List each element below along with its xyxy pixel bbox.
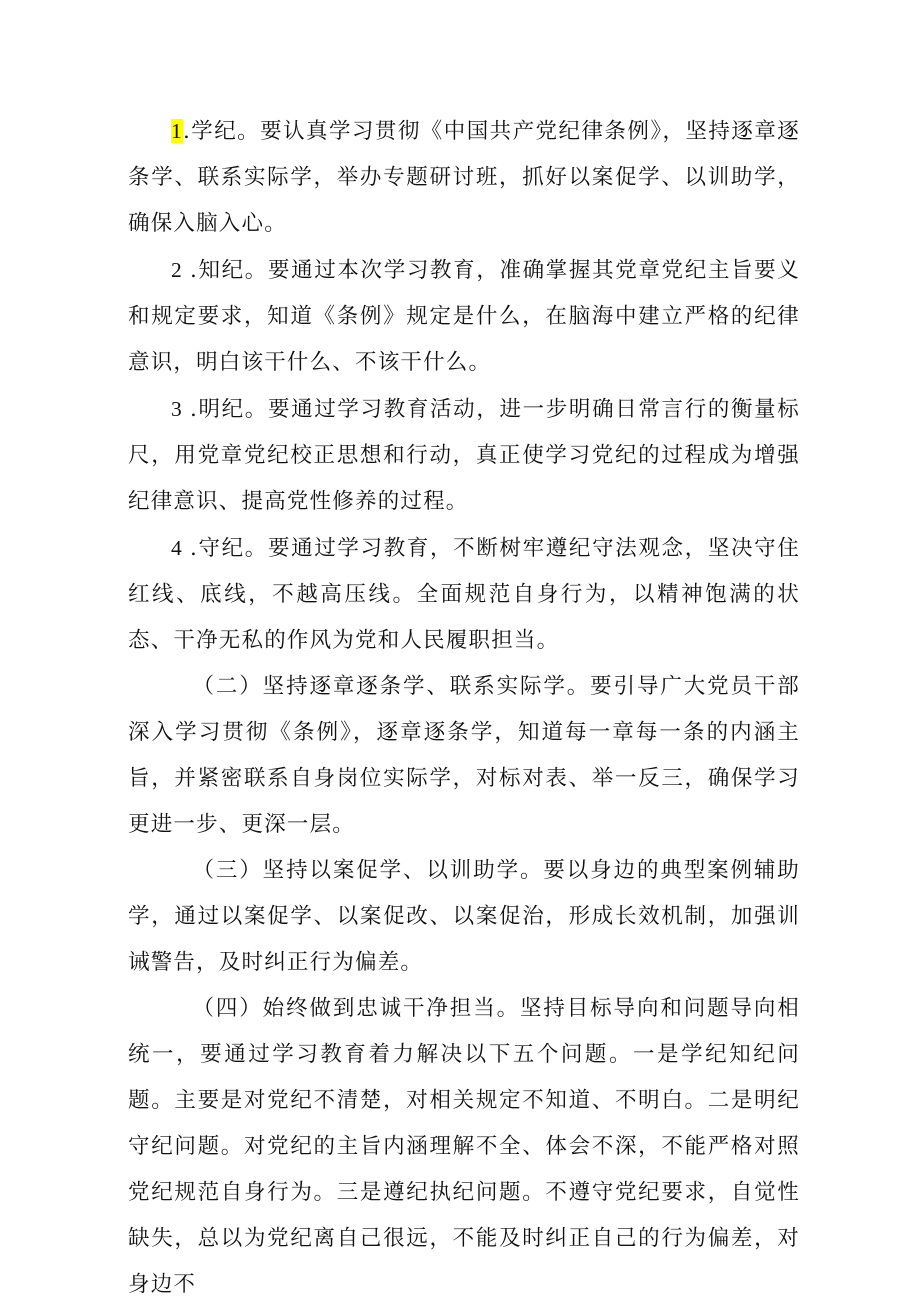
paragraph-text: 守纪。要通过学习教育，不断树牢遵纪守法观念，坚决守住红线、底线，不越高压线。全面规范自身行为，以精神饱满的状态、干净无私的作风为党和人民履职担当。 [128, 536, 801, 653]
paragraph-3 [128, 386, 800, 525]
paragraph-number: 4 [171, 536, 190, 560]
paragraph-2 [128, 247, 800, 386]
number-separator: . [189, 258, 199, 283]
section-4: （四）始终做到忠诚干净担当。坚持目标导向和问题导向相统一，要通过学习教育着力解决以下五个问题。一是学纪知纪问题。主要是对党纪不清楚，对相关规定不知道、不明白。二是明纪守纪问题。对党纪的主旨内涵理解不全、体会不深，不能严格对照党纪规范自身行为。三是遵纪执纪问题。不遵守党纪要求，自觉性缺失，总以为党纪离自己很远，不能及时纠正自己的行为偏差，对身边不 [128, 996, 800, 1297]
highlighted-number: 1 [171, 119, 183, 143]
section-2: （二）坚持逐章逐条学、联系实际学。要引导广大党员干部深入学习贯彻《条例》，逐章逐条学，知道每一章每一条的内涵主旨，并紧密联系自身岗位实际学，对标对表、举一反三，确保学习更进一步、更深一层。 [128, 674, 800, 837]
number-separator: . [189, 397, 199, 422]
paragraph-text: 知纪。要通过本次学习教育，准确掌握其党章党纪主旨要义和规定要求，知道《条例》规定是什么，在脑海中建立严格的纪律意识，明白该干什么、不该干什么。 [128, 258, 801, 375]
paragraph-number: 3 [171, 397, 190, 421]
paragraph-text: 明纪。要通过学习教育活动，进一步明确日常言行的衡量标尺，用党章党纪校正思想和行动，真正使学习党纪的过程成为增强纪律意识、提高党性修养的过程。 [128, 397, 801, 514]
document-body [128, 108, 800, 1308]
paragraph-text: 学纪。要认真学习贯彻《中国共产党纪律条例》，坚持逐章逐条学、联系实际学，举办专题研讨班，抓好以案促学、以训助学，确保入脑入心。 [128, 119, 800, 236]
paragraph-4 [128, 525, 800, 664]
number-separator: . [189, 536, 199, 561]
paragraph-1 [128, 108, 800, 247]
section-3: （三）坚持以案促学、以训助学。要以身边的典型案例辅助学，通过以案促学、以案促改、以案促治，形成长效机制，加强训诫警告，及时纠正行为偏差。 [128, 858, 800, 975]
number-separator: . [182, 119, 191, 144]
paragraph-number: 2 [171, 258, 190, 282]
